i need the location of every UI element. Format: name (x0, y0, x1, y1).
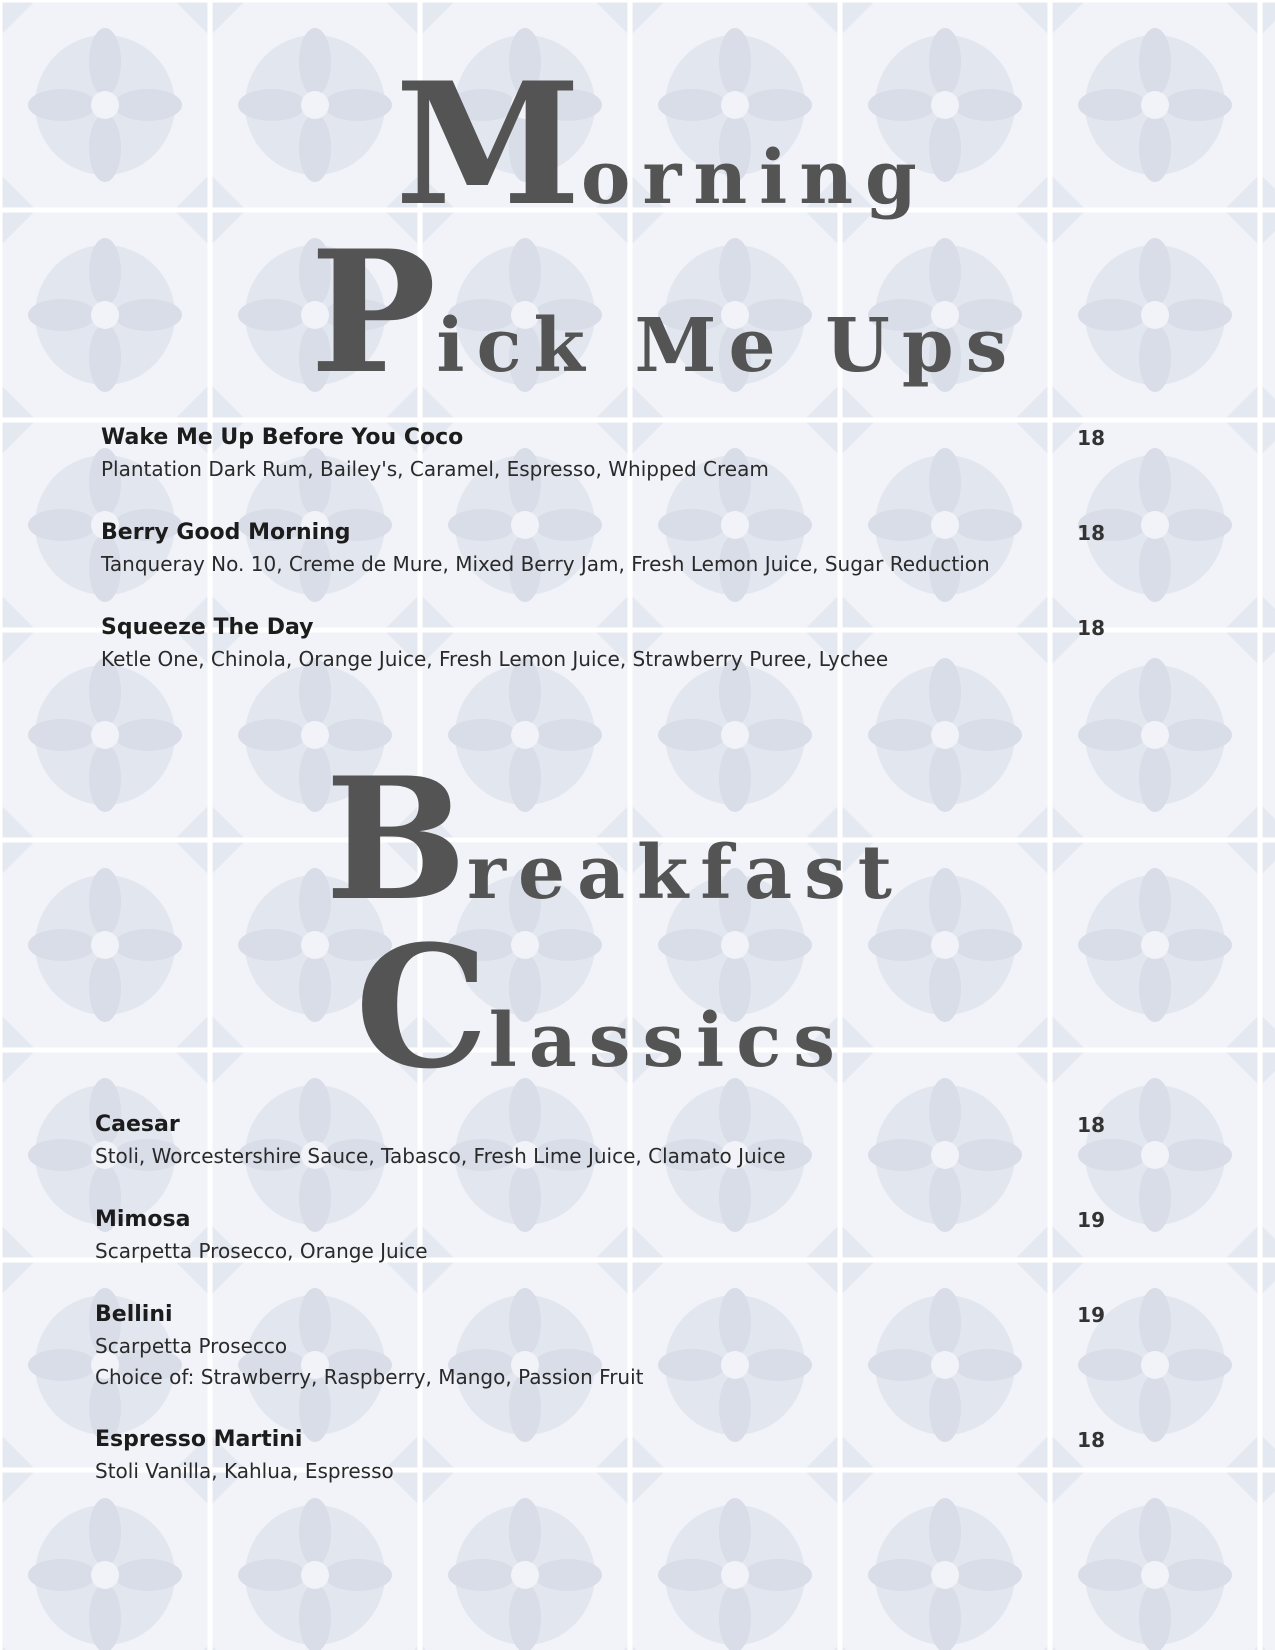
drink-name: Bellini (95, 1302, 173, 1327)
heading-text: orning (580, 135, 929, 221)
ingredient-line: Scarpetta Prosecco (95, 1334, 288, 1358)
menu-item (0, 1425, 1275, 1520)
drink-price: 18 (1077, 521, 1105, 545)
heading-initial: B (325, 740, 467, 938)
drink-ingredients: Stoli Vanilla, Kahlua, Espresso (95, 1459, 394, 1483)
heading-line (395, 45, 929, 243)
menu-item (0, 1205, 1275, 1300)
drink-ingredients: Tanqueray No. 10, Creme de Mure, Mixed Berry Jam, Fresh Lemon Juice, Sugar Reduction (101, 552, 990, 576)
menu-item (0, 1300, 1275, 1425)
menu-item (0, 613, 1275, 708)
drink-list-morning (0, 423, 1275, 708)
heading-line (325, 740, 904, 938)
heading-line (355, 908, 847, 1106)
heading-initial: C (355, 908, 489, 1106)
heading-line (310, 213, 1020, 411)
section-heading-morning-pick-me-ups (0, 45, 1275, 411)
drink-ingredients: Scarpetta Prosecco, Orange Juice (95, 1239, 428, 1263)
heading-text: reakfast (467, 830, 904, 916)
drink-ingredients: Plantation Dark Rum, Bailey's, Caramel, Espresso, Whipped Cream (101, 457, 769, 481)
drink-price: 18 (1077, 1113, 1105, 1137)
heading-text: ick Me Ups (436, 303, 1020, 389)
drink-price: 18 (1077, 1428, 1105, 1452)
menu-item (0, 423, 1275, 518)
drink-price: 19 (1077, 1303, 1105, 1327)
drink-ingredients: Stoli, Worcestershire Sauce, Tabasco, Fresh Lime Juice, Clamato Juice (95, 1144, 786, 1168)
section-heading-breakfast-classics (0, 740, 1275, 1106)
drink-name: Squeeze The Day (101, 615, 314, 640)
drink-price: 19 (1077, 1208, 1105, 1232)
drink-price: 18 (1077, 426, 1105, 450)
drink-price: 18 (1077, 616, 1105, 640)
menu-item (0, 518, 1275, 613)
drink-name: Espresso Martini (95, 1427, 303, 1452)
drink-list-breakfast (0, 1110, 1275, 1520)
drink-ingredients (95, 1331, 644, 1393)
drink-name: Wake Me Up Before You Coco (101, 425, 464, 450)
heading-text: lassics (488, 998, 847, 1084)
ingredient-line: Choice of: Strawberry, Raspberry, Mango, Passion Fruit (95, 1365, 644, 1389)
drink-name: Caesar (95, 1112, 180, 1137)
menu-item (0, 1110, 1275, 1205)
heading-initial: M (395, 45, 581, 243)
drink-name: Berry Good Morning (101, 520, 351, 545)
heading-initial: P (310, 213, 437, 411)
drink-name: Mimosa (95, 1207, 191, 1232)
drink-ingredients: Ketle One, Chinola, Orange Juice, Fresh Lemon Juice, Strawberry Puree, Lychee (101, 647, 889, 671)
